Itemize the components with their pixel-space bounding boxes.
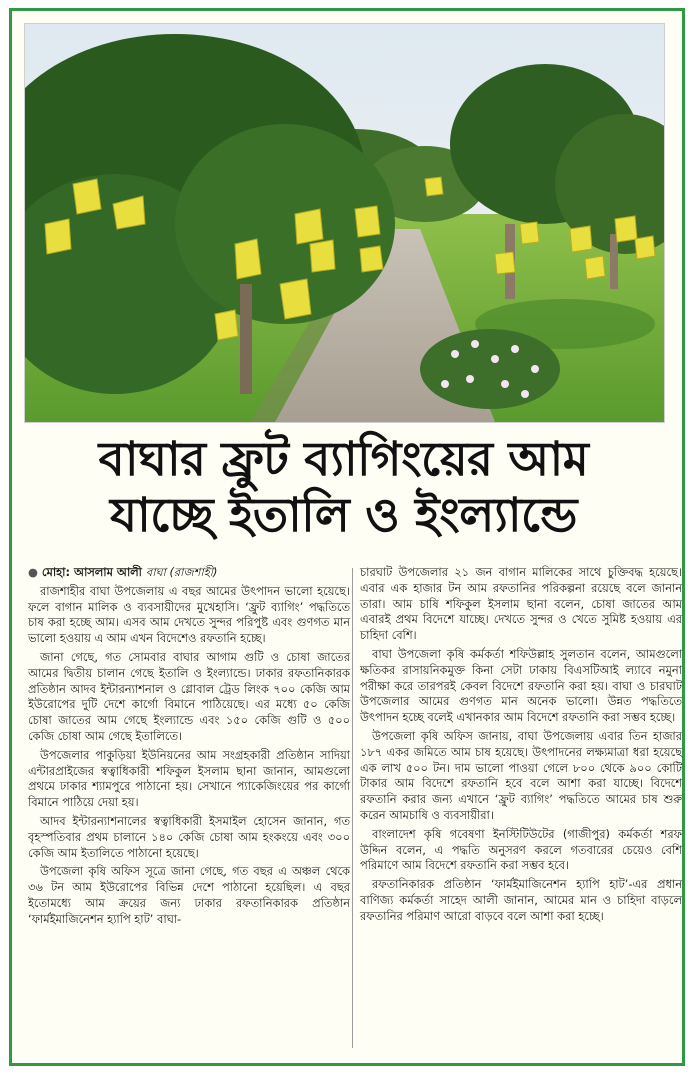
paragraph: উপজেলার পাকুড়িয়া ইউনিয়নের আম সংগ্রহকারী প্রতিষ্ঠান সাদিয়া এন্টারপ্রাইজের স্বত্বাধিকারী শফিকুল ইসলাম ছানা জানান, আমগুলো প্রথমে ঢাকার শ্যামপুরে পাঠানো হয়। সেখানে প্যাকেজিংয়ের পর কার্গো বিমানে পাঠিয়ে দেয়া হয়।: [28, 747, 350, 810]
article-column-left: [28, 565, 350, 931]
headline: [24, 432, 663, 544]
paragraph: উপজেলা কৃষি অফিস জানায়, বাঘা উপজেলায় এবার তিন হাজার ১৮৭ একর জমিতে আম চাষ হয়েছে। উৎপাদনের লক্ষ্যমাত্রা ধরা হয়েছে এক লাখ ৫০০ টন। দাম ভালো পাওয়া গেলে ৮০০ থেকে ৯০০ কোটি টাকার আম বিদেশে রফতানি হবে বলে আশা করা যাচ্ছে। বিদেশে রফতানি করার জন্য এখানে ‘ফ্রুট ব্যাগিং’ পদ্ধতিতে আমের চাষ শুরু করেন আমচাষি ও ব্যবসায়ীরা।: [360, 728, 682, 822]
column-divider: [352, 568, 353, 1048]
paragraph: চারঘাট উপজেলার ২১ জন বাগান মালিকের সাথে চুক্তিবদ্ধ হয়েছে। এবার এক হাজার টন আম রফতানির পরিকল্পনা রয়েছে বলে জানান তারা। আম চাষি শফিকুল ইসলাম ছানা বলেন, চোষা জাতের আম এবারই প্রথম বিদেশে যাচ্ছে। দেখতে সুন্দর ও খেতে সুমিষ্ট হওয়ায় এর চাহিদা বেশি।: [360, 565, 682, 643]
paragraph: বাংলাদেশ কৃষি গবেষণা ইনস্টিটিউটের (গাজীপুর) কর্মকর্তা শরফ উদ্দিন বলেন, এ পদ্ধতি অনুসরণ করলে গতবারের চেয়েও বেশি পরিমাণে আম বিদেশে রফতানি করা সম্ভব হবে।: [360, 826, 682, 873]
article-column-right: [360, 565, 682, 928]
byline-author: মোহা: আসলাম আলী: [41, 565, 142, 579]
paragraph: রাজশাহীর বাঘা উপজেলায় এ বছর আমের উৎপাদন ভালো হয়েছে। ফলে বাগান মালিক ও ব্যবসায়ীদের মুখেহাসি। ‘ফ্রুট ব্যাগিং’ পদ্ধতিতে চাষ করা হচ্ছে আম। এসব আম দেখতে সুন্দর পরিপুষ্ট এবং গুণগত মান ভালো হওয়ায় এ আম এখন বিদেশেও রফতানি হচ্ছে।: [28, 583, 350, 646]
bullet-icon: ●: [28, 565, 42, 579]
paragraph: বাঘা উপজেলা কৃষি কর্মকর্তা শফিউল্লাহ সুলতান বলেন, আমগুলো ক্ষতিকর রাসায়নিকমুক্ত কিনা সেটা ঢাকায় বিএসটিআই ল্যাবে নমুনা পরীক্ষা করে তারপরই কেবল বিদেশে রফতানি করা হয়। বাঘা ও চারঘাট উপজেলার আমের গুণগত মান অনেক ভালো। উন্নত পদ্ধতিতে উৎপাদন হচ্ছে বলেই এখানকার আম বিদেশে রফতানি করা সম্ভব হচ্ছে।: [360, 646, 682, 725]
headline-line-1: বাঘার ফ্রুট ব্যাগিংয়ের আম: [98, 432, 589, 487]
paragraph: জানা গেছে, গত সোমবার বাঘার আগাম গুটি ও চোষা জাতের আমের দ্বিতীয় চালান গেছে ইতালি ও ইংল্যান্ডে। ঢাকার রফতানিকারক প্রতিষ্ঠান আদব ইন্টারন্যাশনাল ও গ্লোবাল ট্রেড লিংক ৭০০ কেজি আম ইউরোপের দুটি দেশে কার্গো বিমানে পাঠিয়েছে। এর মধ্যে ৫০ কেজি চোষা জাতের আম গেছে ইংল্যান্ডে এবং ১৫০ কেজি গুটি ও ৫০০ কেজি চোষা আম গেছে ইতালিতে।: [28, 649, 350, 743]
paragraph: আদব ইন্টারন্যাশনালের স্বত্বাধিকারী ইসমাইল হোসেন জানান, গত বৃহস্পতিবার প্রথম চালানে ১৪০ কেজি চোষা আম হংকংয়ে এবং ৩০০ কেজি আম ইতালিতে পাঠানো হয়েছে।: [28, 813, 350, 860]
paragraph: উপজেলা কৃষি অফিস সূত্রে জানা গেছে, গত বছর এ অঞ্চল থেকে ৩৬ টন আম ইউরোপের বিভিন্ন দেশে পাঠানো হয়েছিল। এ বছর ইতোমধ্যে আম ক্রয়ের জন্য ঢাকার রফতানিকারক প্রতিষ্ঠান ‘ফার্মইমাজিনেশন হ্যাপি হাট’ বাঘা-: [28, 864, 350, 926]
byline: [28, 565, 350, 581]
headline-line-2: যাচ্ছে ইতালি ও ইংল্যান্ডে: [110, 488, 577, 543]
byline-place: বাঘা (রাজশাহী): [145, 565, 218, 579]
paragraph: রফতানিকারক প্রতিষ্ঠান ‘ফার্মইমাজিনেশন হ্যাপি হাট’-এর প্রধান বাণিজ্য কর্মকর্তা সাহেদ আলী জানান, আমের মান ও চাহিদা বাড়লে রফতানির পরিমাণ আরো বাড়বে বলে আশা করা হচ্ছে।: [360, 877, 682, 923]
mango-orchard-photo: [24, 23, 665, 423]
